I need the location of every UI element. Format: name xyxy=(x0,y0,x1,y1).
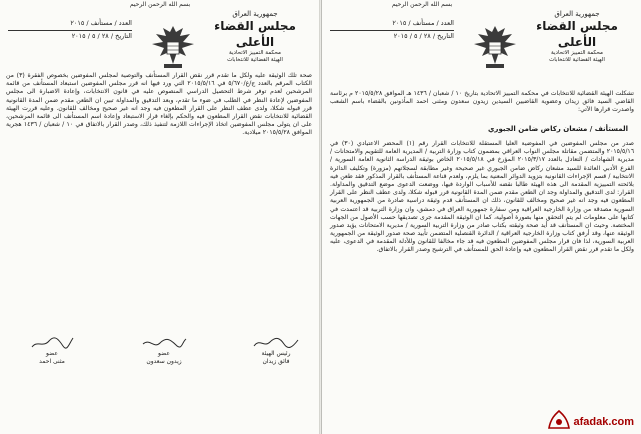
signature-title: عضو xyxy=(158,350,170,357)
court-name: محكمة التمييز الاتحادية xyxy=(551,50,603,57)
appellant-name: المستأنف / مشعان ركاض ضامن الجبوري xyxy=(488,125,628,133)
letterhead xyxy=(196,10,314,65)
decision-body-left: صحة تلك الوثيقة عليه ولكل ما تقدم قرر نقض القرار المستأنف والتوصية لمجلس المفوضين بخصوص الفقرة (٣) من الكتاب المرقم بالعدد ج/ع/٥/٦٧٠ في ٢٠١٥/٥/١٦ التي ورد فيها انه قرر مجلس المفوضين استبعاد المستأنف من قائمة المرشحين لعدم توفر شرط التحصيل الدراسي المنصوص عليه في قانون الانتخابات، وإعادة الاضبارة الى مجلس المفوضين لإعادة النظر في الطلب في ضوء ما تقدم، وبعد التدقيق والمداولة تبين ان الطعن مقدم ضمن المدة القانونية قرر قبوله شكلا، ولدى عطف النظر على القرار المطعون فيه وجد انه غير صحيح ومخالف للقانون. وعليه قررت الهيئة القضائية للانتخابات نقض القرار المطعون فيه والحكم بإلغاء قرار الاستبعاد وإعادة اسم المستأنف الى قائمة المرشحين، على ان يتولى مجلس المفوضين اتخاذ الإجراءات اللازمة لتنفيذ ذلك، وصدر القرار بالاتفاق في ١٠ / شعبان / ١٤٣٦ هجرية الموافق ٢٠١٥/٥/٢٨ ميلادية. xyxy=(6,72,312,137)
basmala: بسم الله الرحمن الرحيم xyxy=(391,1,453,8)
signature-name: فائق زيدان xyxy=(262,358,290,366)
signature-member-2 xyxy=(28,336,76,367)
reference-number: العدد / مستأنف / ٢٠١٥ xyxy=(330,18,454,31)
court-name: محكمة التمييز الاتحادية xyxy=(229,50,281,57)
reference-date: التاريخ / ٢٨ / ٥ / ٢٠١٥ xyxy=(71,32,132,41)
reference-number: العدد / مستأنف / ٢٠١٥ xyxy=(8,18,132,31)
council-title: مجلس القضاء الأعلى xyxy=(214,19,296,49)
signature-title: رئيس الهيئة xyxy=(261,350,291,357)
basmala: بسم الله الرحمن الرحيم xyxy=(129,1,191,8)
afadak-logo-icon xyxy=(546,409,572,431)
signature-name: زيدون سعدون xyxy=(146,358,182,366)
iraq-eagle-emblem-icon xyxy=(472,20,518,70)
iraq-eagle-emblem-icon xyxy=(150,20,196,70)
signature-name: مثنى احمد xyxy=(39,358,65,366)
signature-title: عضو xyxy=(46,350,58,357)
committee-name: الهيئة القضائية للانتخابات xyxy=(227,57,283,64)
watermark-text: afadak.com xyxy=(573,416,634,428)
signature-scribble-icon xyxy=(252,336,300,350)
document-page-left xyxy=(0,0,320,434)
reference-block xyxy=(330,18,454,42)
committee-name: الهيئة القضائية للانتخابات xyxy=(549,57,605,64)
document-page-right xyxy=(321,0,641,434)
republic-label: جمهورية العراق xyxy=(554,10,600,18)
letterhead xyxy=(518,10,636,65)
republic-label: جمهورية العراق xyxy=(232,10,278,18)
council-title: مجلس القضاء الأعلى xyxy=(536,19,618,49)
signature-scribble-icon xyxy=(140,336,188,350)
signature-chairman xyxy=(252,336,300,367)
reference-block xyxy=(8,18,132,42)
signature-scribble-icon xyxy=(28,336,76,350)
signature-member-1 xyxy=(140,336,188,367)
reference-date: التاريخ / ٢٨ / ٥ / ٢٠١٥ xyxy=(393,32,454,41)
session-intro: تشكلت الهيئة القضائية للانتخابات في محكمة التمييز الاتحادية بتاريخ ١٠ / شعبان / ١٤٣٦ هـ الموافق ٢٠١٥/٥/٢٨ م برئاسة القاضي السيد فائق زيدان وعضوية القاضيين السيدين زيدون سعدون ومثنى احمد المأذونين بالقضاء باسم الشعب واصدرت قرارها الآتي: xyxy=(330,90,634,114)
decision-body-right: صدر من مجلس المفوضين في المفوضية العليا المستقلة للانتخابات القرار رقم (١) المحضر الاعتيادي (٣٠) في ٢٠١٥/٥/١٦ والمتضمن مقاتلة مجلس النواب العراقي بمضمون كتاب وزارة التربية / المديرية العامة للتقويم والامتحانات / مديرية الشهادات / التعادل بالعدد ٢٠١٥/٣/١٧ المؤرخ في ٢٠١٥/٥/١٨ الخاص بوثيقة الدراسة الثانوية العامة السورية / الفرع الأدبي العائدة للسيد مشعان ركاض ضامن الجبوري غير صحيحة وغير مطابقة لسجلاتهم (مزورة) وتكليف الدائرة الانتخابية / قسم الإجراءات القانونية بتزويد الدوائر المعنية بما يلزم، ولعدم قناعة المستأنف بالقرار المذكور فقد طعن فيه بلائحته التمييزية المقدمة الى هذه الهيئة طالبا نقضه للأسباب الواردة فيها، ووضعت الدعوى موضع التدقيق والمداولة. القرار: لدى التدقيق والمداولة وجد ان الطعن مقدم ضمن المدة القانونية قرر قبوله شكلا، ولدى عطف النظر على القرار المطعون فيه وجد انه غير صحيح ومخالف للقانون، ذلك ان المستأنف قدم وثيقة دراسية صادرة من الجمهورية العربية السورية مصدقة من وزارة الخارجية العراقية ومن سفارة جمهورية العراق في دمشق، وان وزارة التربية قد اعتمدت في كتابها على معلومات لم يتم التحقق منها بصورة أصولية، كما ان الوثيقة المقدمة جرى تصديقها حسب الأصول من الجهات المختصة. وحيث ان المستأنف قد أيد صحة وثيقته بكتاب صادر من وزارة التربية السورية / مديرية الامتحانات يؤيد صدور الوثيقة عنها، وقد أرفق كتاب وزارة الخارجية العراقية / الدائرة القنصلية المتضمن تأييد صحة صدور الوثيقة من الجمهورية العربية السورية، لذا فان قرار مجلس المفوضين المطعون فيه قد جاء مخالفا للقانون وللأدلة المقدمة في الدعوى، عليه ولكل ما تقدم قرر نقض القرار المطعون فيه وإعادة الحق للمستأنف في الترشيح وصدر القرار بالاتفاق. xyxy=(330,140,634,254)
